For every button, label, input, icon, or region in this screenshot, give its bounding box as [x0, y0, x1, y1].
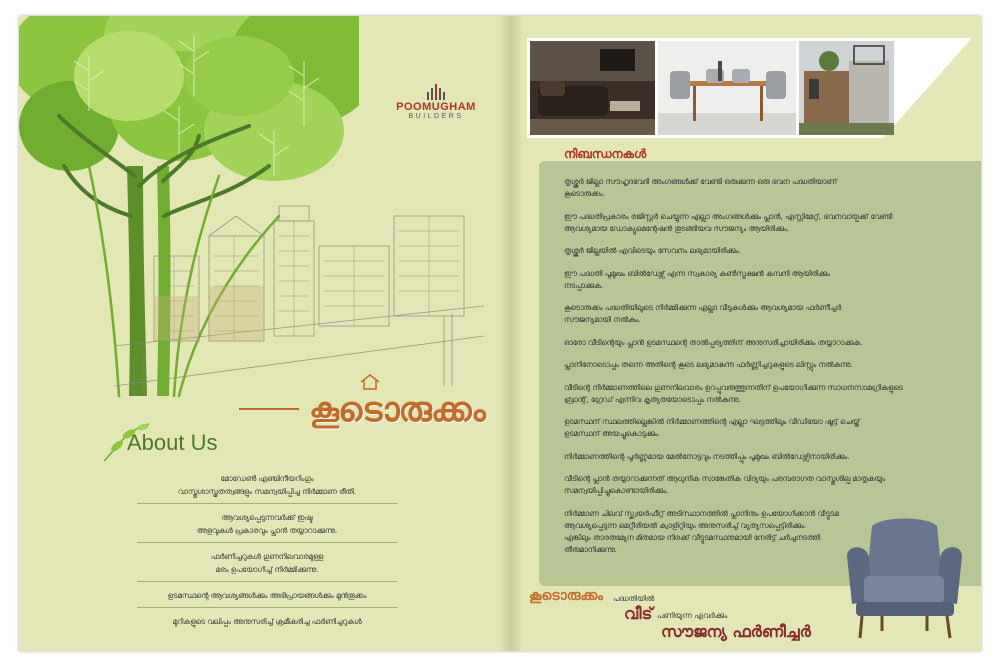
- house-exterior-photo: [799, 41, 894, 135]
- living-room-photo: [530, 41, 655, 135]
- about-title: About Us: [127, 430, 218, 455]
- about-item: ഫർണിച്ചറുകൾ ഗുണനിലവാരമുള്ള മരം ഉപയോഗിച്ച് നിർമ്മിക്കുന്നു.: [137, 546, 397, 582]
- promo-line2-text: പണിയുന്ന എവർക്കും: [657, 611, 728, 620]
- terms-list: [564, 176, 959, 566]
- house-icon: [359, 373, 381, 391]
- brand-name: POOMUGHAM: [396, 101, 476, 113]
- project-title: കൂടൊരുക്കം: [309, 390, 485, 430]
- promo-house-word: വീട്: [624, 604, 653, 623]
- city-sketch: [114, 186, 484, 406]
- term-item: കൂടൊരുക്കം പദ്ധതിയിലൂടെ നിർമ്മിക്കുന്ന എല്ലാ വീടുകൾക്കും ആവശ്യമായ ഫർണീച്ചർ സൗജന്യമായി നൽകും.: [564, 303, 842, 324]
- promo-line1-text: പദ്ധതിയിൽ: [613, 594, 655, 603]
- about-item: മോഡേൺ എഞ്ചിനീയറിംഗും വാസ്തുശാസ്ത്രതത്വങ്ങളും സമന്വയിപ്പിച്ച നിർമ്മാണ രീതി.: [137, 468, 397, 504]
- term-item: വീടിന്റെ പ്ലാൻ തയ്യാറാക്കുന്നത് ആധുനിക സാങ്കേതിക വിദ്യയും പരമ്പരാഗത വാസ്തുശില്പ മാതൃകയും സമന്വയിപ്പിച്ചുകൊണ്ടായിരിക്കും.: [564, 474, 886, 495]
- armchair-photo: [842, 516, 967, 641]
- promo-free-furniture: സൗജന്യ ഫർണീച്ചർ: [661, 622, 811, 641]
- term-item: ഈ പദ്ധതിപ്രകാരം രജിസ്റ്റർ ചെയ്യുന്ന എല്ലാ അംഗങ്ങൾക്കും പ്ലാൻ, എസ്റ്റിമേറ്റ്, ഭവനവായ്പക്ക് വേണ്ടി ആവശ്യമായ ഡോക്യുമെന്റേഷൻ തുടങ്ങിയവ സൗജന്യം ആയിരിക്കും.: [564, 211, 893, 233]
- about-item: ഉടമസ്ഥന്റെ ആവശ്യങ്ങൾക്കും അഭിപ്രായങ്ങൾക്കും മുൻതൂക്കം: [137, 585, 397, 608]
- term-item: വീടിന്റെ നിർമ്മാണത്തിലെ ഗുണനിലവാരം ഉറപ്പുവരുത്തുന്നതിന് ഉപയോഗിക്കുന്ന സാധനസാമഗ്രികളുടെ ബ്രാന്റ്, ഗ്രേഡ് എന്നിവ കൃത്യതയോടൊപ്പം നൽകുന്നു.: [564, 382, 903, 404]
- term-item: നിർമ്മാണത്തിന്റെ പൂർണ്ണമായ മേൽനോട്ടവും നടത്തിപ്പും പൂമുഖം ബിൽഡേഴ്സിനായിരിക്കും.: [564, 451, 850, 461]
- title-divider: [239, 408, 299, 410]
- promo-project-name: കൂടൊരുക്കം: [529, 588, 604, 604]
- term-item: പ്ലാനിനോടൊപ്പം തന്നെ അതിന്റെ കൂടെ ലഭ്യമാകുന്ന ഫർണ്ണിച്ചറുകളുടെ ലിസ്റ്റും നൽകുന്നു.: [564, 360, 853, 369]
- logo-bars-icon: [425, 84, 447, 100]
- term-item: ഈ പദ്ധതി പൂമുഖം ബിൽഡേഴ്സ് എന്ന സ്വകാര്യ കൺസ്ട്രക്ഷൻ കമ്പനി ആയിരിക്കും നടപ്പാക്കുക.: [564, 268, 831, 290]
- term-item: തൃശ്ശൂർ ജില്ലാ സൗഹൃദവേദി അംഗങ്ങൾക്ക് വേണ്ടി ഒരുക്കുന്ന ഒരു ഭവന പദ്ധതിയാണ് കൂടൊരുക്കം.: [564, 177, 837, 198]
- term-item: ഓരോ വീടിന്റെയും പ്ലാൻ ഉടമസ്ഥന്റെ താൽപ്പര്യത്തിന് അനുസരിച്ചായിരിക്കും തയ്യാറാക്കുക.: [564, 337, 863, 347]
- term-item: ഉടമസ്ഥന് സ്ഥലത്തില്ലെങ്കിൽ നിർമ്മാണത്തിന്റെ എല്ലാ ഘട്ടത്തിലും വീഡിയോ ഷൂട്ട് ചെയ്ത് ഉടമസ്ഥന് അയച്ചുകൊടുക്കും.: [564, 417, 860, 438]
- brochure-spread: [19, 16, 981, 651]
- term-item: തൃശ്ശൂർ ജില്ലയിൽ എവിടെയും സേവനം ലഭ്യമായിരിക്കും.: [564, 246, 741, 255]
- about-item: മുറികളുടെ വലിപ്പം അനുസരിച്ച് ക്രമീകരിച്ച ഫർണിച്ചറുകൾ: [172, 617, 362, 626]
- about-item: ആവശ്യപ്പെടുന്നവർക്ക് ഇഷ്ട അളവുകൾ പ്രകാരവും പ്ലാൻ തയ്യാറാക്കുന്നു.: [137, 507, 397, 543]
- terms-title: നിബന്ധനകൾ: [564, 147, 647, 161]
- brand-subtitle: BUILDERS: [408, 113, 464, 120]
- about-list: [137, 468, 397, 636]
- photo-strip: [527, 38, 972, 138]
- dining-set-photo: [658, 41, 796, 135]
- center-fold: [499, 16, 523, 651]
- brand-logo: [391, 84, 481, 120]
- term-item: നിർമ്മാണ ചിലവ് സ്ക്വയർഫീറ്റ് അടിസ്ഥാനത്തിൽ പ്ലാനിനും ഉപയോഗിക്കാൻ വീട്ടുടമ ആവശ്യപ്പെടുന്ന മെറ്റീരിയൽ ക്വാളിറ്റിയും അനുസരിച്ച് വ്യത്യസപ്പെട്ടിരിക്കും. എങ്കിലും താരതമ്യേന മിതമായ നിരക്ക് വീട്ടുടമസ്ഥനുമായി നേരിട്ട് ചർച്ചനടത്തി തീരുമാനിക്കുന്നു.: [564, 508, 839, 554]
